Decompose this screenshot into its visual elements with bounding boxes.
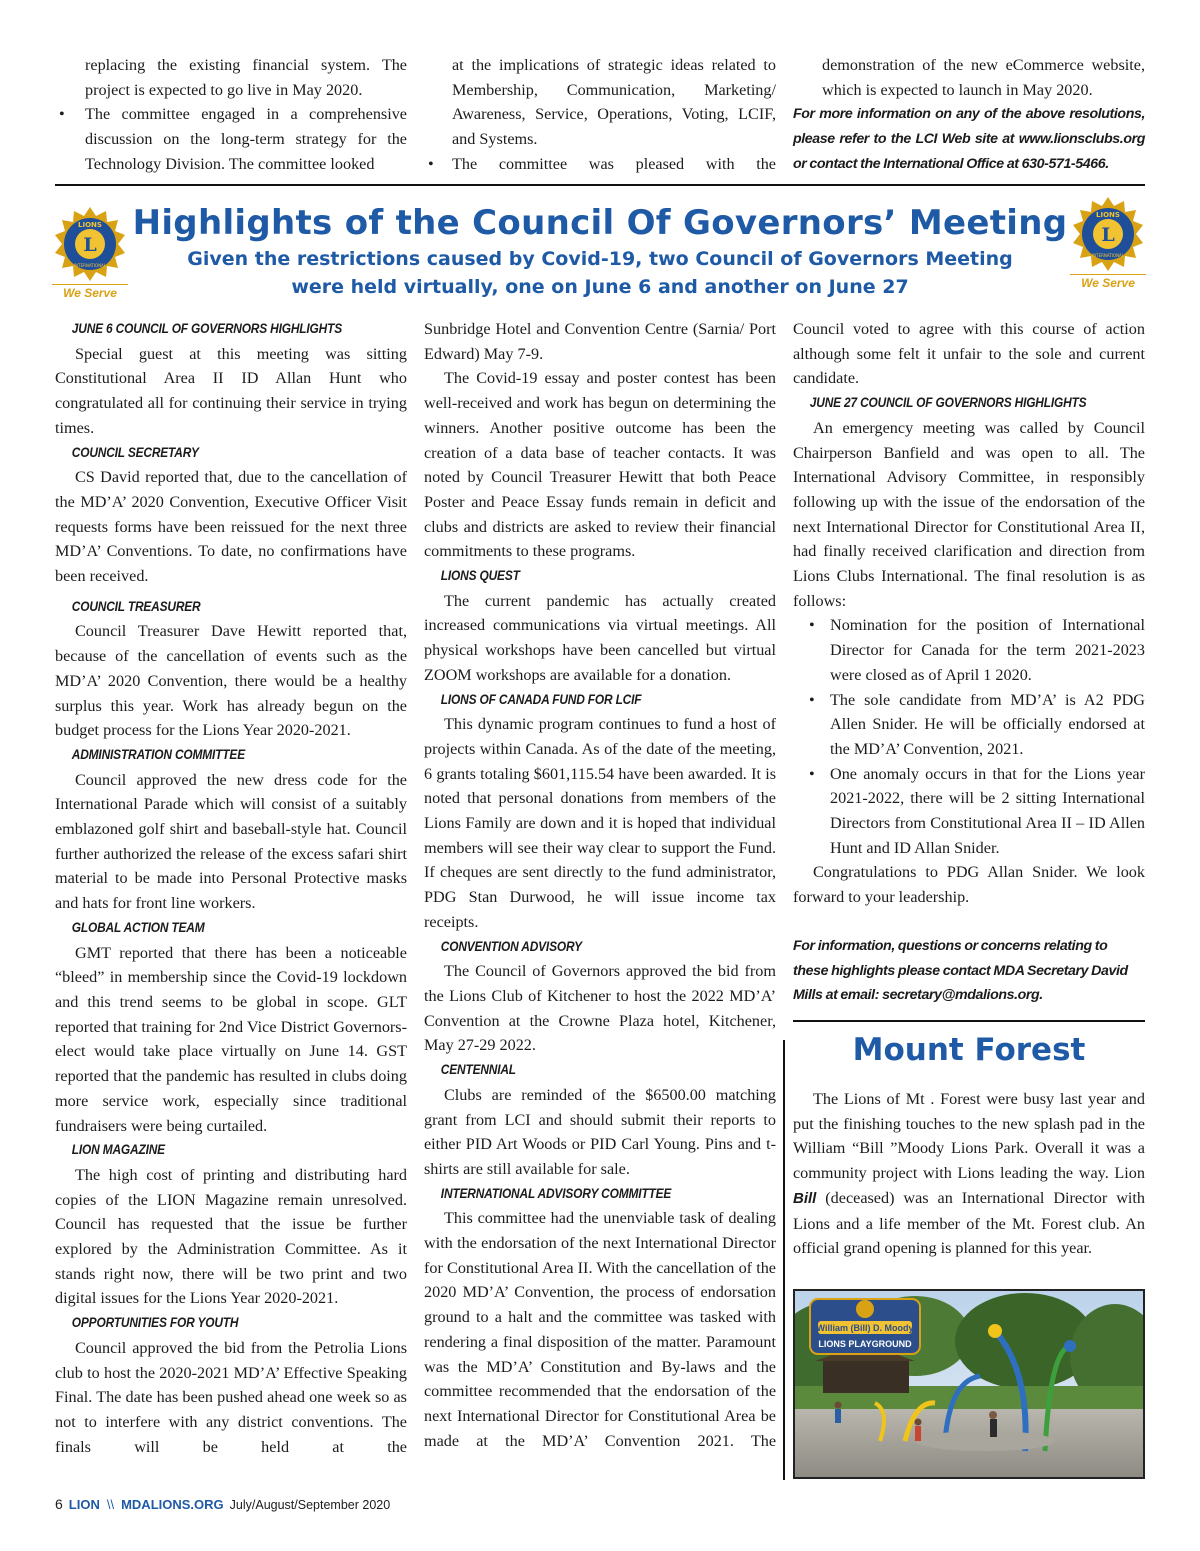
heading-global-action-team: GLOBAL ACTION TEAM bbox=[71, 919, 205, 936]
sign-name: William (Bill) D. Moody bbox=[816, 1323, 914, 1333]
page-number: 6 bbox=[55, 1496, 63, 1512]
paragraph-global-action-team: GMT reported that there has been a noticeable “bleed” in membership since the Covid-19 lockdown and this trend seems to be global in scope. GLT reported that training for 2nd Vice District Governors-elect would take place virtually on June 14. GST reported that the pandemic has resulted in clubs doing more service work, especially since traditional fundraisers were being curtailed. bbox=[55, 943, 407, 1135]
top-col2-bullet: • The committee was pleased with the bbox=[424, 152, 776, 177]
paragraph-council-treasurer: Council Treasurer Dave Hewitt reported that, because of the cancellation of events such as the MD’A’ 2020 Convention, there would be a healthy surplus this year. Work has already begun on the budget process for the Lions Year 2020-2021. bbox=[55, 622, 407, 740]
mount-forest-title: Mount Forest bbox=[852, 1032, 1086, 1068]
page-footer bbox=[55, 1496, 390, 1512]
logo-letter: L bbox=[83, 234, 97, 256]
main-column-3 bbox=[793, 317, 1145, 1008]
paragraph-congratulations: Congratulations to PDG Allan Snider. We look forward to your leadership. bbox=[793, 863, 1145, 907]
top-col2-paragraph: at the implications of strategic ideas related to Membership, Communication, Marketing/ Awareness, Service, Operations, Voting, LCIF, and Systems. bbox=[452, 56, 776, 149]
logo-tagline: We Serve bbox=[52, 284, 128, 300]
lions-logo-left bbox=[52, 206, 128, 302]
heading-convention-advisory: CONVENTION ADVISORY bbox=[440, 938, 582, 955]
splash-pad-image bbox=[795, 1291, 1143, 1477]
top-column-1 bbox=[55, 53, 407, 177]
sign-playground: LIONS PLAYGROUND bbox=[818, 1339, 912, 1349]
logo-text-bottom: INTERNATIONAL bbox=[1091, 253, 1125, 258]
heading-lions-quest: LIONS QUEST bbox=[440, 568, 520, 585]
mount-forest-text-after: (deceased) was an International Director with Lions and a life member of the Mt. Forest club. An official grand opening is planned for this year. bbox=[793, 1188, 1145, 1258]
mount-forest-text-before: The Lions of Mt . Forest were busy last year and put the finishing touches to the new splash pad in the William “Bill ”Moody Lions Park. Overall it was a community project with Lions leading the way. Lion bbox=[793, 1090, 1145, 1183]
paragraph-council-secretary: CS David reported that, due to the cancellation of the MD’A’ 2020 Convention, Executive Officer Visit requests forms have been reissued for the next three MD’A’ Conventions. To date, no confirmations have been received. bbox=[55, 468, 407, 586]
heading-opportunities-for-youth: OPPORTUNITIES FOR YOUTH bbox=[71, 1315, 239, 1332]
paragraph-opportunities-for-youth: Council approved the bid from the Petrolia Lions club to host the 2020-2021 MD’A’ Effective Speaking Final. The date has been pushed ahead one week so as not to interfere with any district conventions. The finals will be held at the bbox=[55, 1338, 407, 1456]
paragraph-continued: Council voted to agree with this course of action although some felt it unfair to the sole and current candidate. bbox=[793, 320, 1145, 388]
resolution-bullet: • One anomaly occurs in that for the Lions year 2021-2022, there will be 2 sitting International Directors from Constitutional Area II – ID Allen Hunt and ID Allan Snider. bbox=[793, 762, 1145, 861]
subtitle-line-1: Given the restrictions caused by Covid-19, two Council of Governors Meeting bbox=[187, 248, 1013, 270]
top-column-3 bbox=[793, 53, 1145, 177]
heading-june6: JUNE 6 COUNCIL OF GOVERNORS HIGHLIGHTS bbox=[71, 321, 342, 337]
lions-emblem-icon bbox=[52, 206, 128, 282]
mount-forest-paragraph bbox=[793, 1087, 1145, 1261]
paragraph-administration-committee: Council approved the new dress code for the International Parade which will consist of a suitably emblazoned golf shirt and baseball-style hat. Council further authorized the release of the excess safari shirt material to be made into Personal Protective masks and hats for front line workers. bbox=[55, 770, 407, 913]
mount-forest-article bbox=[793, 1087, 1145, 1261]
footer-separator: \\ bbox=[106, 1497, 115, 1512]
resolution-bullet: • The sole candidate from MD’A’ is A2 PDG Allen Snider. He will be officially endorsed at the MD’A’ Convention, 2021. bbox=[793, 688, 1145, 762]
article-title: Highlights of the Council Of Governors’ Meeting bbox=[132, 203, 1068, 243]
heading-council-treasurer: COUNCIL TREASURER bbox=[71, 598, 201, 615]
logo-text-bottom: INTERNATIONAL bbox=[73, 263, 107, 268]
footer-magazine: LION bbox=[68, 1497, 100, 1512]
splash-pad-photo bbox=[793, 1289, 1145, 1479]
main-column-1 bbox=[55, 317, 407, 1459]
top-col1-paragraph: replacing the existing financial system. The project is expected to go live in May 2020. bbox=[85, 56, 407, 99]
subtitle-line-2: were held virtually, one on June 6 and another on June 27 bbox=[291, 276, 909, 298]
paragraph-international-advisory-committee: This committee had the unenviable task of dealing with the endorsation of the next International Director for Constitutional Area II. With the cancellation of the 2020 MD’A’ Convention, the process of endorsation ground to a halt and the committee was tasked with rendering a final disposition of the matter. Paramount was the MD’A’ Constitution and By-laws and the committee recommended that the endorsation of the next International Director for Constitutional Area be made at the MD’A’ Convention 2021. The bbox=[424, 1209, 776, 1450]
mount-forest-divider bbox=[793, 1020, 1145, 1022]
heading-administration-committee: ADMINISTRATION COMMITTEE bbox=[71, 746, 245, 763]
footer-issue-date: July/August/September 2020 bbox=[229, 1498, 391, 1512]
top-column-2 bbox=[424, 53, 776, 177]
logo-tagline: We Serve bbox=[1070, 274, 1146, 290]
contact-note: For information, questions or concerns relating to these highlights please contact MDA Secretary David Mills at email: secretary@mdalions.org. bbox=[793, 937, 1128, 1004]
mount-forest-bold-name: Bill bbox=[793, 1189, 817, 1207]
main-column-2 bbox=[424, 317, 776, 1453]
top-col1-bullet: • The committee engaged in a comprehensive discussion on the long-term strategy for the Technology Division. The committee looked bbox=[55, 102, 407, 176]
paragraph-centennial: Clubs are reminded of the $6500.00 matching grant from LCI and should submit their reports to either PID Art Woods or PID Carl Young. Pins and t-shirts are still available for sale. bbox=[424, 1085, 776, 1178]
heading-international-advisory-committee: INTERNATIONAL ADVISORY COMMITTEE bbox=[440, 1185, 672, 1202]
heading-council-secretary: COUNCIL SECRETARY bbox=[71, 444, 199, 461]
heading-centennial: CENTENNIAL bbox=[440, 1062, 516, 1079]
lions-logo-right bbox=[1070, 196, 1146, 292]
footer-website: MDALIONS.ORG bbox=[121, 1497, 224, 1512]
paragraph-convention-advisory: The Council of Governors approved the bid from the Lions Club of Kitchener to host the 2022 MD’A’ Convention at the Crowne Plaza hotel, Kitchener, May 27-29 2022. bbox=[424, 962, 776, 1055]
paragraph-essay-contest: The Covid-19 essay and poster contest has been well-received and work has begun on determining the winners. Another positive outcome has been the creation of a data base of teacher contacts. It was noted by Council Treasurer Hewitt that both Peace Poster and Peace Essay funds remain in deficit and clubs and districts are asked to review their financial commitments to these programs. bbox=[424, 369, 776, 561]
logo-text-top: LIONS bbox=[1096, 211, 1120, 219]
top-col3-paragraph: demonstration of the new eCommerce website, which is expected to launch in May 2020. bbox=[822, 56, 1145, 99]
paragraph-june27: An emergency meeting was called by Council Chairperson Banfield and was open to all. The International Advisory Committee, in responsibly following up with the issue of the endorsation of the next International Director for Constitutional Area II, had finally received clarification and direction from Lions Clubs International. The final resolution is as follows: bbox=[793, 418, 1145, 610]
paragraph-lions-quest: The current pandemic has actually created increased communications via virtual meetings. All physical workshops have been cancelled but virtual ZOOM workshops are available for a donation. bbox=[424, 591, 776, 684]
paragraph-june6: Special guest at this meeting was sitting Constitutional Area II ID Allan Hunt who congratulated all for continuing their service in trying times. bbox=[55, 344, 407, 437]
paragraph-lions-of-canada-fund: This dynamic program continues to fund a host of projects within Canada. As of the date of the meeting, 6 grants totaling $601,115.54 have been awarded. It is noted that personal donations from members of the Lions Family are down and it is hoped that individual members will see their way clear to support the Fund. If cheques are sent directly to the fund administrator, PDG Stan Durwood, he will issue income tax receipts. bbox=[424, 715, 776, 931]
logo-letter: L bbox=[1101, 224, 1115, 246]
top-col3-note: For more information on any of the above resolutions, please refer to the LCI Web site at www.lionsclubs.org or contact the International Office at 630-571-5466. bbox=[793, 106, 1145, 172]
lions-emblem-icon bbox=[1070, 196, 1146, 272]
logo-text-top: LIONS bbox=[78, 221, 102, 229]
heading-lion-magazine: LION MAGAZINE bbox=[71, 1142, 165, 1159]
section-divider bbox=[55, 184, 1145, 186]
heading-lions-of-canada-fund: LIONS OF CANADA FUND FOR LCIF bbox=[440, 691, 642, 708]
column-divider bbox=[783, 1040, 785, 1480]
resolution-bullet: • Nomination for the position of International Director for Canada for the term 2021-2023 were closed as of April 1 2020. bbox=[793, 613, 1145, 687]
article-subtitle bbox=[130, 245, 1070, 301]
paragraph-lion-magazine: The high cost of printing and distributing hard copies of the LION Magazine remain unresolved. Council has requested that the issue be further explored by the Administration Committee. As it stands right now, there will be two print and two digital issues for the Lions Year 2020-2021. bbox=[55, 1165, 407, 1308]
heading-june27: JUNE 27 COUNCIL OF GOVERNORS HIGHLIGHTS bbox=[809, 395, 1087, 412]
paragraph-continued: Sunbridge Hotel and Convention Centre (Sarnia/ Port Edward) May 7-9. bbox=[424, 320, 776, 363]
